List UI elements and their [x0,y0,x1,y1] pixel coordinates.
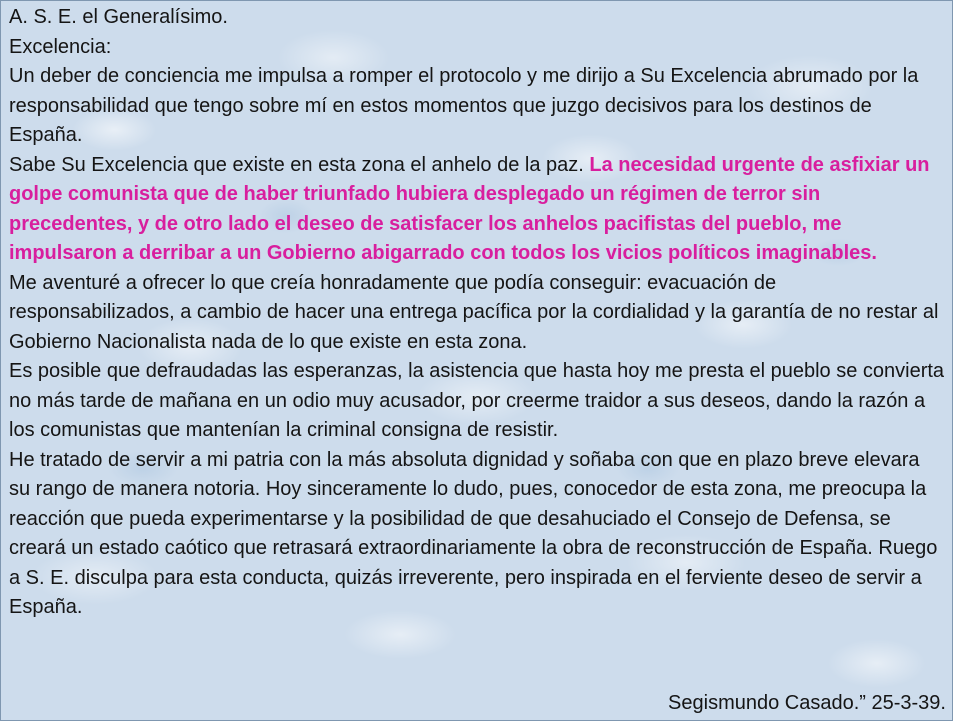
letter-body [9,3,945,623]
paragraph-3: Me aventuré a ofrecer lo que creía honradamente que podía conseguir: evacuación de responsabilizados, a cambio de hacer una entrega pacífica por la cordialidad y la garantía de no restar al Gobierno Nacionalista nada de lo que existe en esta zona. [9,271,939,353]
paragraph-5: He tratado de servir a mi patria con la más absoluta dignidad y soñaba con que en plazo breve elevara su rango de manera notoria. Hoy sinceramente lo dudo, pues, conocedor de esta zona, me preocupa la reacción que pueda experimentarse y la posibilidad de que desahuciado el Consejo de Defensa, se creará un estado caótico que retrasará extraordinariamente la obra de reconstrucción de España. Ruego a S. E. disculpa para esta conducta, quizás irreverente, pero inspirada en el ferviente deseo de servir a España. [9,448,938,618]
paragraph-4: Es posible que defraudadas las esperanzas, la asistencia que hasta hoy me presta el pueblo se convierta no más tarde de mañana en un odio muy acusador, por creerme traidor a sus deseos, dando la razón a los comunistas que mantenían la criminal consigna de resistir. [9,360,945,441]
paragraph-2-intro: Sabe Su Excelencia que existe en esta zona el anhelo de la paz. [9,153,590,176]
highlighted-passage: La necesidad urgente de asfixiar un golpe comunista que de haber triunfado hubiera desplegado un régimen de terror sin precedentes, y de otro lado el deseo de satisfacer los anhelos pacifistas del pueblo, me impulsaron a derribar a un Gobierno abigarrado con todos los vicios políticos imaginables. [9,153,930,264]
greeting-line: Excelencia: [9,35,112,58]
paragraph-2 [9,151,945,269]
salutation-line: A. S. E. el Generalísimo. [9,6,228,28]
paragraph-1: Un deber de conciencia me impulsa a romper el protocolo y me dirijo a Su Excelencia abrumado por la responsabilidad que tengo sobre mí en estos momentos que juzgo decisivos para los destinos de España. [9,65,919,146]
signature-line: Segismundo Casado.” 25-3-39. [668,692,946,714]
